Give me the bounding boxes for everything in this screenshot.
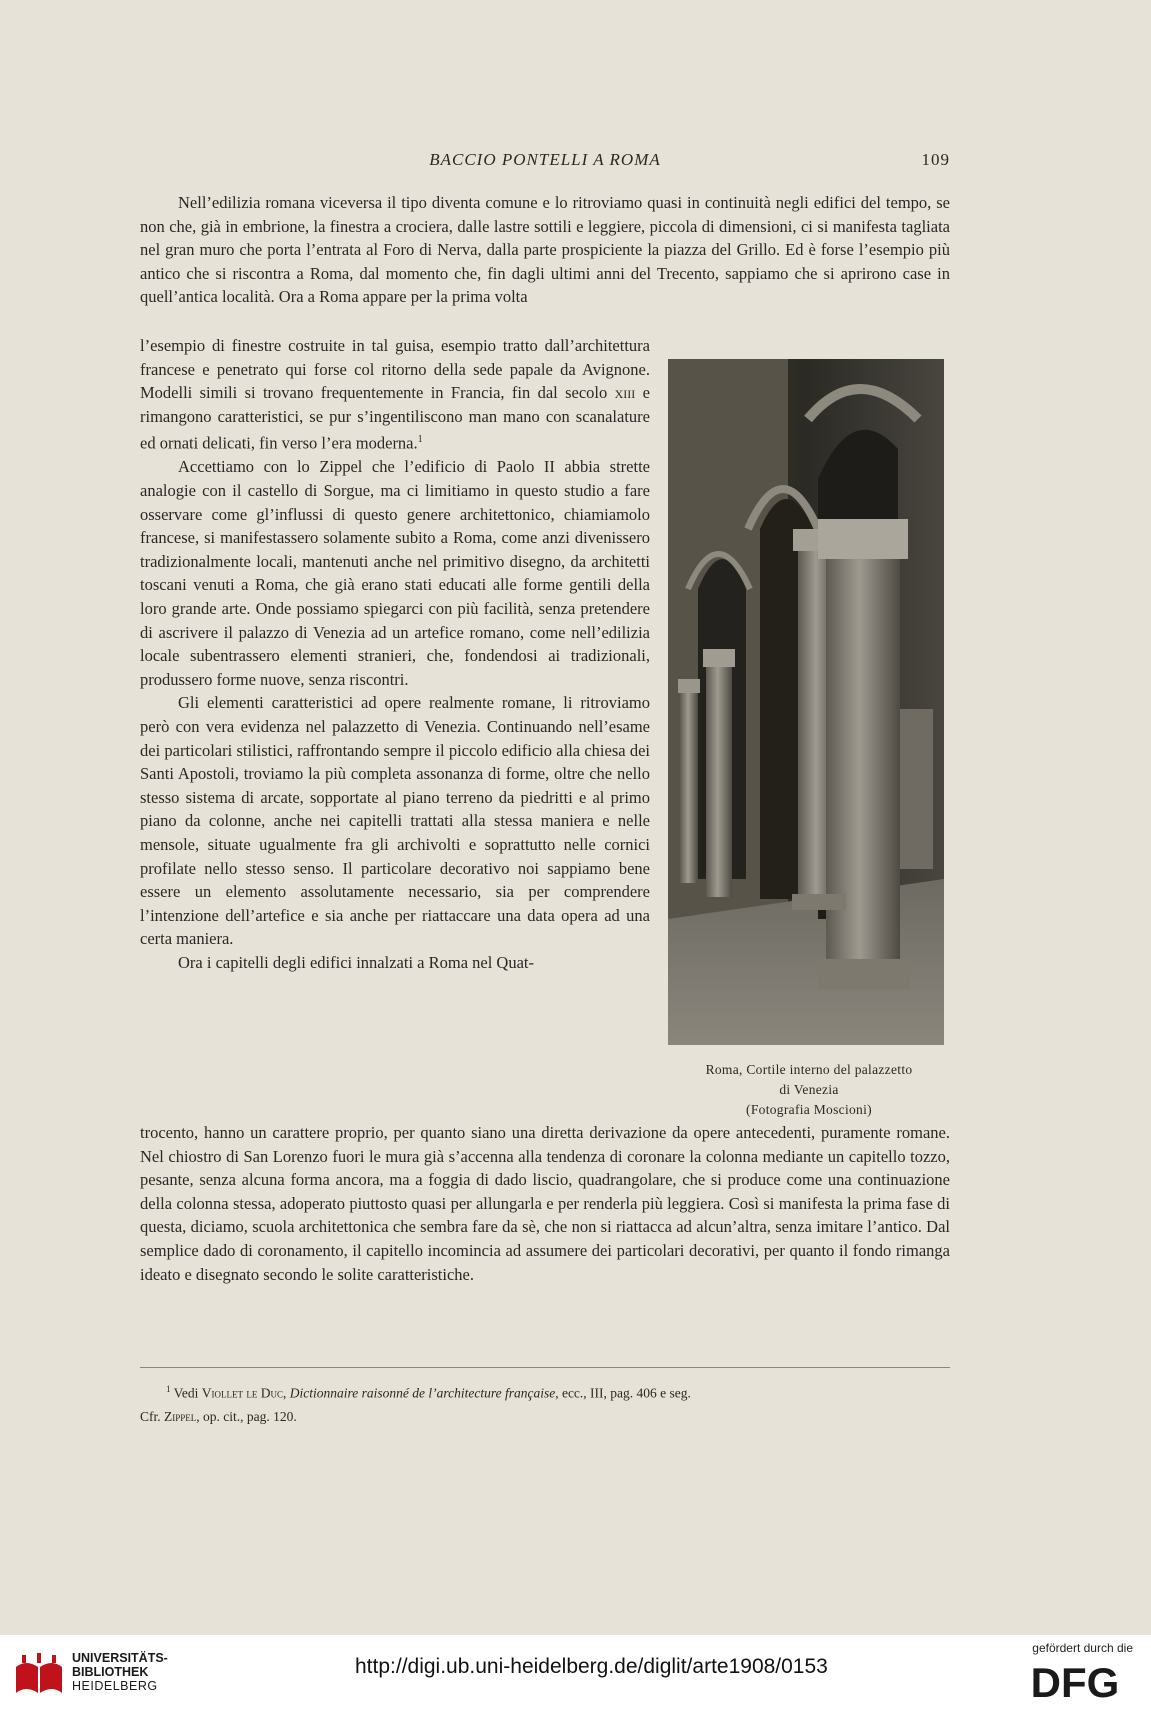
footnotes bbox=[140, 1378, 950, 1428]
figure-caption bbox=[660, 1060, 958, 1120]
footnote-text-d: Cfr. bbox=[140, 1408, 165, 1424]
paragraph-1-continuation bbox=[140, 334, 650, 455]
paragraph-2: Accettiamo con lo Zippel che l’edificio di Paolo II abbia strette analogie con il castello di Sorgue, ma ci limitiamo in questo studio a fare osservare come gl’influssi di questo genere architettonico, chiamiamolo francese, si manifestassero solamente subito a Roma, come anzi divenissero tradizionalmente locali, mantenuti anche nel primitivo disegno, da architetti toscani venuti a Roma, che già erano stati educati alle forme gentili della loro grande arte. Onde possiamo spiegarci con più facilità, senza pretendere di ascrivere il palazzo di Venezia ad un artefice romano, come nell’edilizia locale subentrassero elementi stranieri, che, fondendosi ai tradizionali, produssero forme nuove, senza riscontri. bbox=[140, 457, 650, 689]
left-text-column bbox=[140, 334, 650, 975]
footnote-1-line-2 bbox=[140, 1405, 950, 1428]
paragraph-1-start: Nell’edilizia romana viceversa il tipo diventa comune e lo ritroviamo quasi in continuità negli edifici del tempo, se non che, già in embrione, la finestra a crociera, dalle lastre sottili e leggiere, piccola di dimensioni, ci si manifesta tagliata nel gran muro che porta l’entrata al Foro di Nerva, dalla parte prospiciente la piazza del Grillo. Ed è forse l’esempio più antico che si riscontra a Roma, dal momento che, fin dagli ultimi anni del Trecento, sappiamo che si aprirono case in quell’antica località. Ora a Roma appare per la prima volta bbox=[140, 193, 950, 307]
footnote-text-a: Vedi bbox=[170, 1385, 202, 1401]
paragraph-1-text-a: l’esempio di finestre costruite in tal guisa, esempio tratto dall’architettura francese e penetrato qui forse col ritorno della sede papale da Avignone. Modelli simili si trovano frequentemente in Francia, fin dal secolo bbox=[140, 336, 650, 403]
footnote-text-e: , op. cit., pag. 120. bbox=[196, 1408, 297, 1424]
figure-photograph bbox=[668, 359, 944, 1045]
century-numeral: xiii bbox=[614, 383, 636, 403]
footnote-ref-1: 1 bbox=[417, 434, 423, 446]
courtyard-photo-image bbox=[668, 359, 944, 1045]
paragraph-1-text-b: e rimangono caratteristici, se pur s’ingentiliscono man mano con scanalature ed ornati delicati, fin verso l’era moderna. bbox=[140, 383, 650, 453]
library-name-line-1: UNIVERSITÄTS- bbox=[72, 1651, 168, 1665]
library-name-line-2: BIBLIOTHEK bbox=[72, 1665, 149, 1679]
running-title: BACCIO PONTELLI A ROMA bbox=[429, 150, 661, 169]
page-number: 109 bbox=[921, 150, 950, 169]
caption-line-3: (Fotografia Moscioni) bbox=[746, 1102, 872, 1117]
paragraph-4-continuation: trocento, hanno un carattere proprio, per quanto siano una diretta derivazione da opere antecedenti, puramente romane. Nel chiostro di San Lorenzo fuori le mura già s’accenna alla tendenza di coronare la colonna mediante un capitello tozzo, pesante, senza alcuna forma ancora, ma a foggia di dado liscio, quadrangolare, che si produce come una continuazione della colonna stessa, adoperato piuttosto quasi per allungarla e per renderla più leggiera. Così si manifesta la prima fase di questa, diciamo, scuola architettonica che sembra fare da sè, che non si riattacca ad alcun’altra, senza imitare l’antico. Dal semplice dado di coronamento, il capitello incomincia ad assumere dei particolari decorativi, per quanto il fondo rimanga ideato e disegnato secondo le solite caratteristiche. bbox=[140, 1123, 950, 1284]
footnote-text-c: , ecc., III, pag. 406 e seg. bbox=[555, 1385, 691, 1401]
footnote-author-2: Zippel bbox=[164, 1408, 197, 1424]
dfg-logo-text: DFG bbox=[1030, 1661, 1120, 1703]
footnote-author-1: Viollet le Duc bbox=[201, 1385, 283, 1401]
permalink-url[interactable]: http://digi.ub.uni-heidelberg.de/diglit/arte1908/0153 bbox=[355, 1655, 828, 1678]
footnote-1-marker: 1 bbox=[166, 1384, 171, 1394]
caption-line-2: di Venezia bbox=[779, 1082, 839, 1097]
funder-label: gefördert durch die bbox=[1032, 1641, 1133, 1655]
library-name-line-3: HEIDELBERG bbox=[72, 1679, 158, 1693]
bottom-paragraph-block bbox=[140, 1121, 950, 1286]
dfg-logo-icon bbox=[1015, 1661, 1135, 1703]
viewer-footer-bar bbox=[0, 1635, 1151, 1715]
university-library-logo-icon bbox=[14, 1653, 64, 1695]
footnote-work-title: Dictionnaire raisonné de l’architecture française bbox=[289, 1385, 556, 1401]
library-name bbox=[72, 1651, 168, 1693]
top-paragraph-block bbox=[140, 191, 950, 309]
footnote-1-line-1 bbox=[140, 1378, 950, 1405]
footnote-divider bbox=[140, 1367, 950, 1368]
paragraph-3: Gli elementi caratteristici ad opere realmente romane, li ritroviamo però con vera evidenza nel palazzetto di Venezia. Continuando nell’esame dei particolari stilistici, raffrontando sempre il piccolo edificio alla chiesa dei Santi Apostoli, troviamo la più completa assonanza di forme, oltre che nello stesso sistema di arcate, sopportate al piano terreno da piedritti e al primo piano da colonne, anche nei capitelli trattati alla stessa maniera e nelle mensole, situate ugualmente fra gli archivolti e soprattutto nelle cornici profilate nello stesso senso. Il particolare decorativo noi sappiamo bene essere un elemento assolutamente necessario, sia per comprendere l’intenzione dell’artefice e sia anche per riattaccare una data opera ad una certa maniera. bbox=[140, 693, 650, 949]
caption-line-1: Roma, Cortile interno del palazzetto bbox=[705, 1062, 913, 1077]
footnote-text-b: , bbox=[283, 1385, 290, 1401]
paragraph-4-start: Ora i capitelli degli edifici innalzati a Roma nel Quat- bbox=[178, 952, 534, 972]
